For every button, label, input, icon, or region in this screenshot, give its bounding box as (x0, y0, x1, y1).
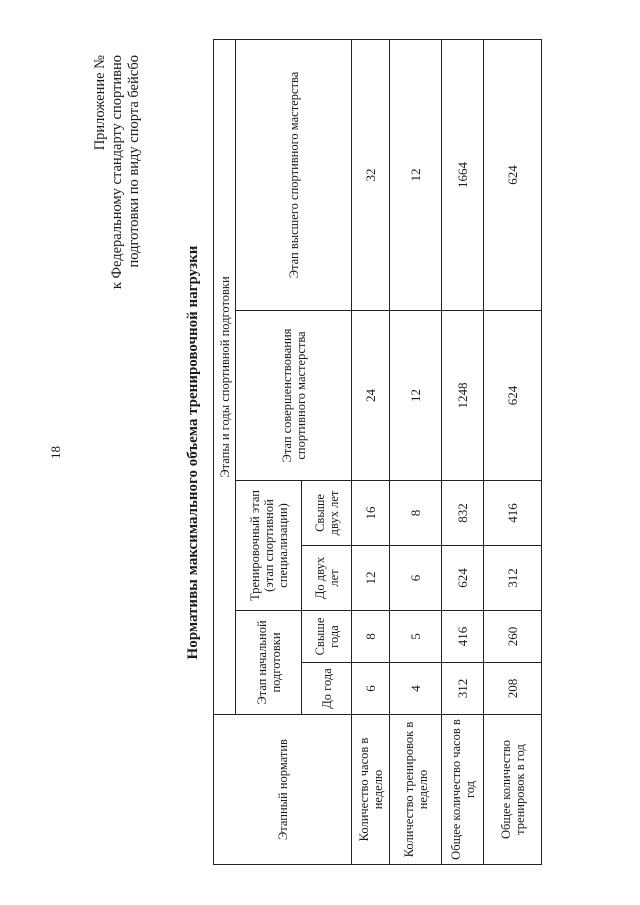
cell-value: 208 (484, 663, 542, 715)
norms-table (213, 39, 542, 865)
appendix-line-1: Приложение № (92, 55, 108, 151)
cell-value: 1248 (442, 311, 484, 481)
header-over-1-year: Свыше года (302, 611, 352, 663)
header-improvement-stage: Этап совершенствования спортивного мастерства (236, 311, 352, 481)
header-row-1 (214, 39, 236, 864)
table-row (484, 39, 542, 864)
cell-value: 260 (484, 611, 542, 663)
cell-value: 624 (484, 311, 542, 481)
row-label: Общее количество часов в год (442, 715, 484, 865)
cell-value: 6 (352, 663, 390, 715)
table-row (390, 39, 442, 864)
cell-value: 24 (352, 311, 390, 481)
cell-value: 832 (442, 481, 484, 546)
header-higher-stage: Этап высшего спортивного мастерства (236, 39, 352, 310)
header-initial-stage: Этап начальной подготовки (236, 611, 302, 715)
cell-value: 4 (390, 663, 442, 715)
row-label: Количество тренировок в неделю (390, 715, 442, 865)
cell-value: 8 (352, 611, 390, 663)
table-row (442, 39, 484, 864)
row-label: Количество часов в неделю (352, 715, 390, 865)
cell-value: 312 (442, 663, 484, 715)
header-upto-1-year: До года (302, 663, 352, 715)
table-row (352, 39, 390, 864)
cell-value: 312 (484, 546, 542, 611)
header-training-stage: Тренировочный этап (этап спортивной специализации) (236, 481, 302, 611)
appendix-line-3: подготовки по виду спорта бейсбо (126, 55, 142, 268)
cell-value: 624 (442, 546, 484, 611)
cell-value: 416 (484, 481, 542, 546)
cell-value: 32 (352, 39, 390, 310)
cell-value: 12 (390, 39, 442, 310)
cell-value: 12 (390, 311, 442, 481)
row-label: Общее количество тренировок в год (484, 715, 542, 865)
header-upto-2-years: До двух лет (302, 546, 352, 611)
appendix-line-2: к Федеральному стандарту спортивно (109, 55, 125, 290)
header-over-2-years: Свыше двух лет (302, 481, 352, 546)
header-stages-group: Этапы и годы спортивной подготовки (214, 39, 236, 714)
cell-value: 416 (442, 611, 484, 663)
cell-value: 1664 (442, 39, 484, 310)
cell-value: 16 (352, 481, 390, 546)
cell-value: 12 (352, 546, 390, 611)
cell-value: 5 (390, 611, 442, 663)
cell-value: 8 (390, 481, 442, 546)
header-norm: Этапный норматив (214, 715, 352, 865)
page-number: 18 (48, 446, 63, 459)
appendix-note (92, 55, 143, 289)
cell-value: 6 (390, 546, 442, 611)
cell-value: 624 (484, 39, 542, 310)
document-title: Нормативы максимального объема тренировочной нагрузки (185, 245, 201, 660)
